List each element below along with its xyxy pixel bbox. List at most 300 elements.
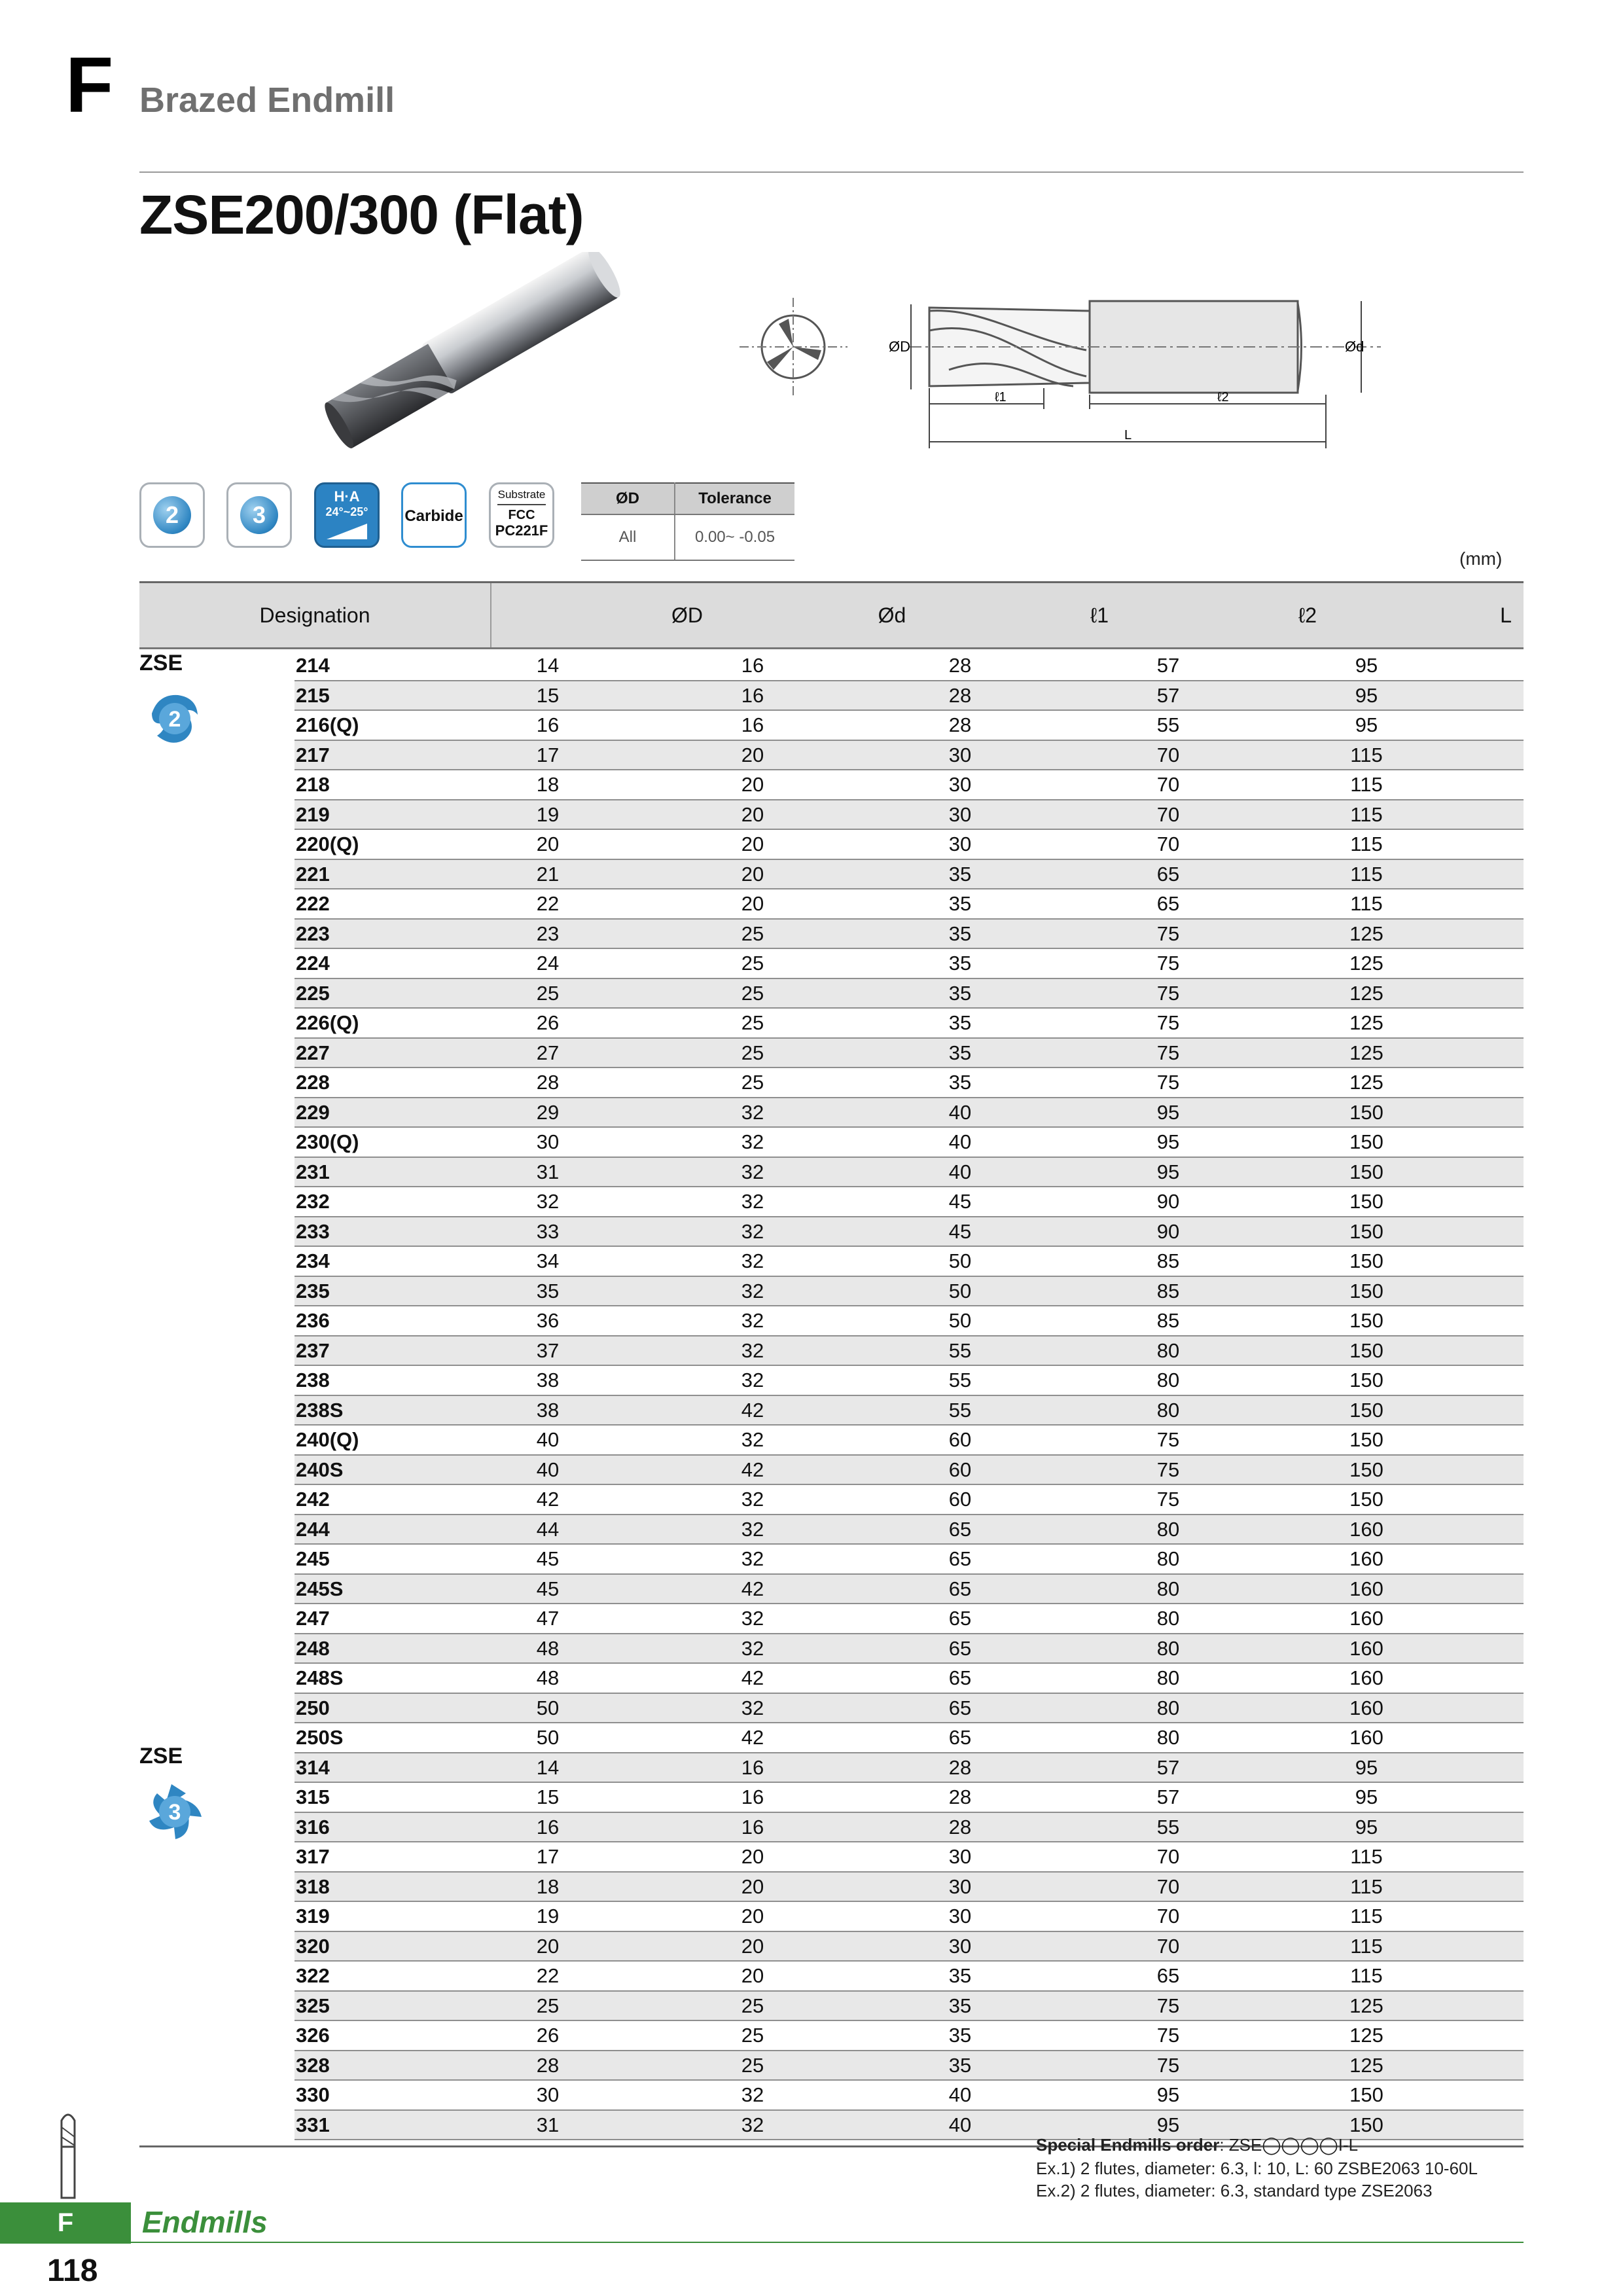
table-row (294, 770, 1524, 800)
cell-l2: 85 (1156, 1279, 1180, 1302)
cell-l1: 55 (948, 1398, 972, 1422)
cell-l1: 40 (948, 1160, 972, 1183)
cell-od: 22 (536, 1964, 560, 1987)
cell-sd: 42 (741, 1666, 764, 1689)
table-row (294, 1664, 1524, 1694)
cell-od: 18 (536, 1874, 560, 1898)
cell-designation: 316 (296, 1815, 330, 1839)
cell-L: 115 (1350, 862, 1383, 886)
cell-l2: 75 (1156, 1428, 1180, 1451)
header-l2: ℓ2 (1298, 603, 1317, 627)
cell-L: 150 (1349, 1398, 1383, 1422)
cell-od: 42 (536, 1488, 560, 1511)
cell-L: 150 (1349, 1249, 1383, 1272)
cell-l1: 35 (948, 1994, 972, 2017)
cell-l2: 57 (1156, 654, 1180, 677)
cell-L: 160 (1349, 1577, 1383, 1600)
cell-sd: 20 (741, 743, 764, 766)
cell-od: 26 (536, 2024, 560, 2047)
example-1-note: Ex.1) 2 flutes, diameter: 6.3, l: 10, L: 60 ZSBE2063 10-60L (1036, 2159, 1478, 2178)
cell-od: 44 (536, 1517, 560, 1541)
group-label-zse-3flute: ZSE (139, 1744, 183, 1768)
three-flute-icon (145, 1782, 204, 1840)
cell-l2: 70 (1156, 773, 1180, 796)
cell-designation: 318 (296, 1874, 330, 1898)
table-row (294, 1039, 1524, 1069)
svg-text:3: 3 (168, 1800, 181, 1825)
cell-L: 125 (1349, 2024, 1383, 2047)
cell-designation: 236 (296, 1309, 330, 1332)
cell-L: 115 (1350, 773, 1383, 796)
section-letter: F (65, 41, 114, 129)
cell-sd: 16 (741, 1785, 764, 1808)
cell-od: 45 (536, 1547, 560, 1570)
cell-L: 125 (1349, 952, 1383, 975)
cell-L: 150 (1349, 1160, 1383, 1183)
cell-L: 160 (1349, 1547, 1383, 1570)
cell-l1: 28 (948, 654, 972, 677)
cell-L: 125 (1349, 981, 1383, 1005)
cell-od: 24 (536, 952, 560, 975)
cell-sd: 16 (741, 1755, 764, 1779)
endmill-thumbnail-icon (54, 2108, 82, 2199)
cell-L: 160 (1349, 1696, 1383, 1719)
table-row (294, 1247, 1524, 1277)
cell-sd: 20 (741, 892, 764, 915)
cell-l1: 65 (948, 1636, 972, 1660)
cell-od: 28 (536, 2053, 560, 2077)
cell-L: 150 (1349, 1100, 1383, 1124)
cell-l2: 70 (1156, 1845, 1180, 1868)
cell-L: 115 (1350, 802, 1383, 826)
cell-L: 115 (1350, 1905, 1383, 1928)
cell-l1: 65 (948, 1726, 972, 1749)
cell-l2: 80 (1156, 1696, 1180, 1719)
cell-designation: 248S (296, 1666, 344, 1689)
cell-sd: 16 (741, 1815, 764, 1839)
cell-designation: 222 (296, 892, 330, 915)
cell-designation: 219 (296, 802, 330, 826)
cell-sd: 20 (741, 1905, 764, 1928)
dim-l2-label: ℓ2 (1217, 390, 1229, 404)
table-row (294, 1158, 1524, 1188)
cell-l2: 80 (1156, 1398, 1180, 1422)
cell-L: 95 (1355, 683, 1378, 707)
cell-l1: 45 (948, 1190, 972, 1213)
cell-L: 125 (1349, 1011, 1383, 1034)
section-title: Brazed Endmill (139, 81, 395, 120)
cell-l2: 80 (1156, 1369, 1180, 1391)
table-row (294, 1545, 1524, 1575)
cell-l1: 45 (948, 1219, 972, 1243)
cell-L: 95 (1355, 713, 1378, 736)
cell-od: 32 (536, 1190, 560, 1213)
table-row (294, 1456, 1524, 1486)
cell-sd: 32 (741, 1517, 764, 1541)
cell-od: 21 (536, 862, 560, 886)
table-row (294, 1068, 1524, 1098)
table-row (294, 949, 1524, 979)
tol-header-od: ØD (581, 483, 675, 514)
cell-designation: 317 (296, 1845, 330, 1868)
cell-od: 14 (536, 654, 560, 677)
cell-L: 150 (1349, 1458, 1383, 1481)
cell-l2: 90 (1156, 1190, 1180, 1213)
cell-L: 95 (1355, 1785, 1378, 1808)
cell-sd: 32 (741, 1309, 764, 1332)
table-row (294, 711, 1524, 741)
cell-sd: 20 (741, 802, 764, 826)
table-row (294, 2051, 1524, 2081)
cell-od: 40 (536, 1428, 560, 1451)
cell-l1: 35 (948, 1964, 972, 1987)
cell-od: 16 (536, 713, 560, 736)
cell-od: 30 (536, 2083, 560, 2106)
cell-od: 31 (536, 1160, 560, 1183)
cell-L: 115 (1350, 833, 1383, 855)
cell-l2: 75 (1156, 1458, 1180, 1481)
cell-L: 150 (1349, 1279, 1383, 1302)
cell-l1: 30 (948, 743, 972, 766)
cell-sd: 32 (741, 1249, 764, 1272)
cell-designation: 214 (296, 654, 330, 677)
table-row (294, 1128, 1524, 1158)
cell-l2: 80 (1156, 1726, 1180, 1749)
cell-l1: 60 (948, 1458, 972, 1481)
cell-designation: 331 (296, 2113, 330, 2136)
cell-L: 125 (1349, 1071, 1383, 1094)
cell-od: 14 (536, 1755, 560, 1779)
cell-od: 19 (536, 802, 560, 826)
unit-label: (mm) (1459, 548, 1503, 569)
cell-l2: 65 (1156, 862, 1180, 886)
table-row (294, 1753, 1524, 1784)
cell-od: 28 (536, 1071, 560, 1094)
table-row (294, 1009, 1524, 1039)
cell-l2: 75 (1156, 2024, 1180, 2047)
cell-od: 25 (536, 981, 560, 1005)
table-row (294, 1902, 1524, 1932)
cell-l2: 55 (1156, 1815, 1180, 1839)
cell-l2: 95 (1156, 1160, 1180, 1183)
table-row (294, 1694, 1524, 1724)
cell-l1: 65 (948, 1666, 972, 1689)
cell-sd: 32 (741, 2083, 764, 2106)
cell-sd: 32 (741, 1488, 764, 1511)
cell-l1: 30 (948, 773, 972, 796)
cell-sd: 16 (741, 654, 764, 677)
cell-l2: 75 (1156, 1071, 1180, 1094)
cell-l1: 28 (948, 1785, 972, 1808)
cell-l2: 95 (1156, 1100, 1180, 1124)
cell-L: 160 (1349, 1517, 1383, 1541)
cell-l1: 35 (948, 2053, 972, 2077)
cell-sd: 25 (741, 1011, 764, 1034)
table-row (294, 1604, 1524, 1634)
cell-sd: 42 (741, 1458, 764, 1481)
cell-od: 17 (536, 1845, 560, 1868)
cell-sd: 32 (741, 1190, 764, 1213)
header-designation: Designation (259, 603, 370, 627)
table-row (294, 1783, 1524, 1813)
table-row (294, 1723, 1524, 1753)
cell-l1: 65 (948, 1517, 972, 1541)
cell-od: 48 (536, 1636, 560, 1660)
cell-l2: 80 (1156, 1636, 1180, 1660)
cell-l2: 75 (1156, 1994, 1180, 2017)
flutes-2-icon: 2 (139, 482, 205, 548)
cell-od: 48 (536, 1666, 560, 1689)
cell-designation: 238S (296, 1398, 344, 1422)
cell-sd: 42 (741, 1398, 764, 1422)
cell-l2: 57 (1156, 683, 1180, 707)
cell-L: 150 (1349, 2083, 1383, 2106)
cell-designation: 245 (296, 1547, 330, 1570)
cell-l2: 95 (1156, 2113, 1180, 2136)
cell-sd: 32 (741, 1636, 764, 1660)
cell-sd: 32 (741, 1130, 764, 1153)
cell-od: 30 (536, 1130, 560, 1153)
footer-category: Endmills (142, 2205, 268, 2239)
table-row (294, 1306, 1524, 1336)
cell-l2: 75 (1156, 922, 1180, 945)
table-row (294, 1366, 1524, 1396)
cell-l1: 65 (948, 1547, 972, 1570)
cell-L: 125 (1349, 1994, 1383, 2017)
cell-l2: 80 (1156, 1338, 1180, 1362)
cell-sd: 25 (741, 922, 764, 945)
cell-sd: 20 (741, 1845, 764, 1868)
cell-od: 15 (536, 683, 560, 707)
cell-sd: 20 (741, 1964, 764, 1987)
cell-od: 17 (536, 743, 560, 766)
cell-od: 16 (536, 1815, 560, 1839)
cell-designation: 242 (296, 1488, 330, 1511)
page-number: 118 (47, 2253, 98, 2288)
cell-designation: 221 (296, 862, 330, 886)
table-row (294, 681, 1524, 711)
cell-L: 160 (1349, 1636, 1383, 1660)
table-row (294, 1426, 1524, 1456)
cell-designation: 229 (296, 1100, 330, 1124)
cell-od: 37 (536, 1338, 560, 1362)
cell-sd: 16 (741, 683, 764, 707)
cell-L: 150 (1349, 1488, 1383, 1511)
table-row (294, 800, 1524, 831)
cell-l1: 30 (948, 1874, 972, 1898)
svg-text:2: 2 (168, 707, 181, 732)
cell-l1: 65 (948, 1696, 972, 1719)
example-2-note: Ex.2) 2 flutes, diameter: 6.3, standard type ZSE2063 (1036, 2181, 1433, 2200)
cell-l1: 55 (948, 1338, 972, 1362)
cell-sd: 32 (741, 1607, 764, 1630)
cell-L: 115 (1350, 1874, 1383, 1898)
cell-sd: 32 (741, 1338, 764, 1362)
cell-l1: 30 (948, 1934, 972, 1958)
cell-sd: 25 (741, 1041, 764, 1064)
cell-designation: 232 (296, 1190, 330, 1213)
cell-sd: 20 (741, 862, 764, 886)
cell-sd: 20 (741, 773, 764, 796)
cell-l1: 40 (948, 2113, 972, 2136)
cell-od: 22 (536, 892, 560, 915)
cell-od: 23 (536, 922, 560, 945)
cell-designation: 245S (296, 1577, 344, 1600)
cell-l1: 28 (948, 1815, 972, 1839)
cell-designation: 250 (296, 1696, 330, 1719)
dim-l1-label: ℓ1 (995, 390, 1007, 404)
cell-sd: 32 (741, 1547, 764, 1570)
cell-l1: 40 (948, 1130, 972, 1153)
cell-L: 115 (1350, 743, 1383, 766)
header-rule (139, 171, 1524, 173)
cell-L: 150 (1349, 2113, 1383, 2136)
cell-l1: 55 (948, 1369, 972, 1391)
table-row (294, 1575, 1524, 1605)
table-row (294, 1842, 1524, 1873)
cell-sd: 25 (741, 1994, 764, 2017)
cell-l2: 75 (1156, 952, 1180, 975)
helix-angle-icon: H·A 24°~25° (314, 482, 380, 548)
cell-l1: 50 (948, 1279, 972, 1302)
cell-designation: 319 (296, 1905, 330, 1928)
cell-od: 36 (536, 1309, 560, 1332)
cell-L: 125 (1349, 1041, 1383, 1064)
cell-L: 95 (1355, 1755, 1378, 1779)
cell-l2: 65 (1156, 892, 1180, 915)
cell-l2: 80 (1156, 1607, 1180, 1630)
cell-designation: 244 (296, 1517, 330, 1541)
cell-l2: 70 (1156, 833, 1180, 855)
cell-l1: 50 (948, 1309, 972, 1332)
cell-l2: 70 (1156, 802, 1180, 826)
cell-sd: 16 (741, 713, 764, 736)
substrate-icon: Substrate FCC PC221F (489, 482, 554, 548)
cell-designation: 235 (296, 1279, 330, 1302)
cell-l2: 57 (1156, 1755, 1180, 1779)
table-row (294, 979, 1524, 1009)
cell-l2: 70 (1156, 1905, 1180, 1928)
table-row (294, 651, 1524, 681)
cell-L: 160 (1349, 1726, 1383, 1749)
table-row (294, 1932, 1524, 1962)
cell-od: 19 (536, 1905, 560, 1928)
cell-od: 50 (536, 1726, 560, 1749)
cell-L: 150 (1349, 1309, 1383, 1332)
footer-section-tab: F (0, 2202, 131, 2244)
product-title: ZSE200/300 (Flat) (139, 184, 584, 245)
table-row (294, 860, 1524, 890)
cell-l2: 95 (1156, 1130, 1180, 1153)
cell-sd: 32 (741, 1100, 764, 1124)
cell-l2: 70 (1156, 1874, 1180, 1898)
cell-od: 35 (536, 1279, 560, 1302)
cell-sd: 32 (741, 1219, 764, 1243)
cell-od: 18 (536, 773, 560, 796)
cell-l2: 75 (1156, 2053, 1180, 2077)
cell-od: 33 (536, 1219, 560, 1243)
table-row (294, 1515, 1524, 1545)
cell-sd: 20 (741, 1934, 764, 1958)
cell-L: 125 (1349, 922, 1383, 945)
two-flute-icon (145, 689, 204, 747)
special-order-label: Special Endmills order (1036, 2135, 1220, 2155)
cell-L: 150 (1349, 1428, 1383, 1451)
cell-designation: 225 (296, 981, 330, 1005)
cell-l2: 90 (1156, 1219, 1180, 1243)
cell-sd: 25 (741, 952, 764, 975)
cell-designation: 233 (296, 1219, 330, 1243)
tol-tolerance-value: 0.00~ -0.05 (675, 514, 794, 560)
table-row (294, 1813, 1524, 1843)
carbide-icon: Carbide (401, 482, 467, 548)
cell-l2: 70 (1156, 743, 1180, 766)
table-row (294, 1336, 1524, 1367)
cell-sd: 20 (741, 1874, 764, 1898)
cell-sd: 32 (741, 1369, 764, 1391)
cell-L: 150 (1349, 1130, 1383, 1153)
cell-l2: 55 (1156, 713, 1180, 736)
cell-l1: 40 (948, 1100, 972, 1124)
cell-L: 160 (1349, 1607, 1383, 1630)
cell-l2: 65 (1156, 1964, 1180, 1987)
cell-designation: 216(Q) (296, 713, 359, 736)
cell-designation: 322 (296, 1964, 330, 1987)
cell-designation: 320 (296, 1934, 330, 1958)
cell-designation: 314 (296, 1755, 330, 1779)
cell-designation: 215 (296, 683, 330, 707)
table-row (294, 2081, 1524, 2111)
cell-l1: 60 (948, 1488, 972, 1511)
cell-designation: 248 (296, 1636, 330, 1660)
tolerance-table (581, 482, 794, 561)
cell-od: 15 (536, 1785, 560, 1808)
cell-l1: 28 (948, 1755, 972, 1779)
cell-l1: 30 (948, 1845, 972, 1868)
table-row (294, 1485, 1524, 1515)
cell-sd: 25 (741, 981, 764, 1005)
cell-L: 125 (1349, 2053, 1383, 2077)
cell-l2: 80 (1156, 1666, 1180, 1689)
cell-l1: 28 (948, 683, 972, 707)
cell-designation: 328 (296, 2053, 330, 2077)
cell-designation: 231 (296, 1160, 330, 1183)
flutes-3-icon: 3 (226, 482, 292, 548)
cell-l1: 65 (948, 1607, 972, 1630)
cell-designation: 250S (296, 1726, 344, 1749)
cell-designation: 220(Q) (296, 833, 359, 855)
table-row (294, 1634, 1524, 1664)
cell-l1: 40 (948, 2083, 972, 2106)
cell-sd: 25 (741, 2053, 764, 2077)
table-row (294, 741, 1524, 771)
cell-l2: 75 (1156, 1011, 1180, 1034)
special-order-note (1036, 2135, 1358, 2155)
cell-l1: 35 (948, 1041, 972, 1064)
cell-sd: 25 (741, 2024, 764, 2047)
table-row (294, 1873, 1524, 1903)
cell-L: 115 (1350, 1845, 1383, 1868)
cell-od: 26 (536, 1011, 560, 1034)
cell-L: 150 (1349, 1338, 1383, 1362)
cell-l2: 95 (1156, 2083, 1180, 2106)
footer-rule (131, 2242, 1524, 2243)
cell-sd: 32 (741, 2113, 764, 2136)
cell-L: 150 (1349, 1190, 1383, 1213)
cell-l2: 85 (1156, 1249, 1180, 1272)
header-sd: Ød (878, 603, 906, 627)
cell-L: 95 (1355, 1815, 1378, 1839)
